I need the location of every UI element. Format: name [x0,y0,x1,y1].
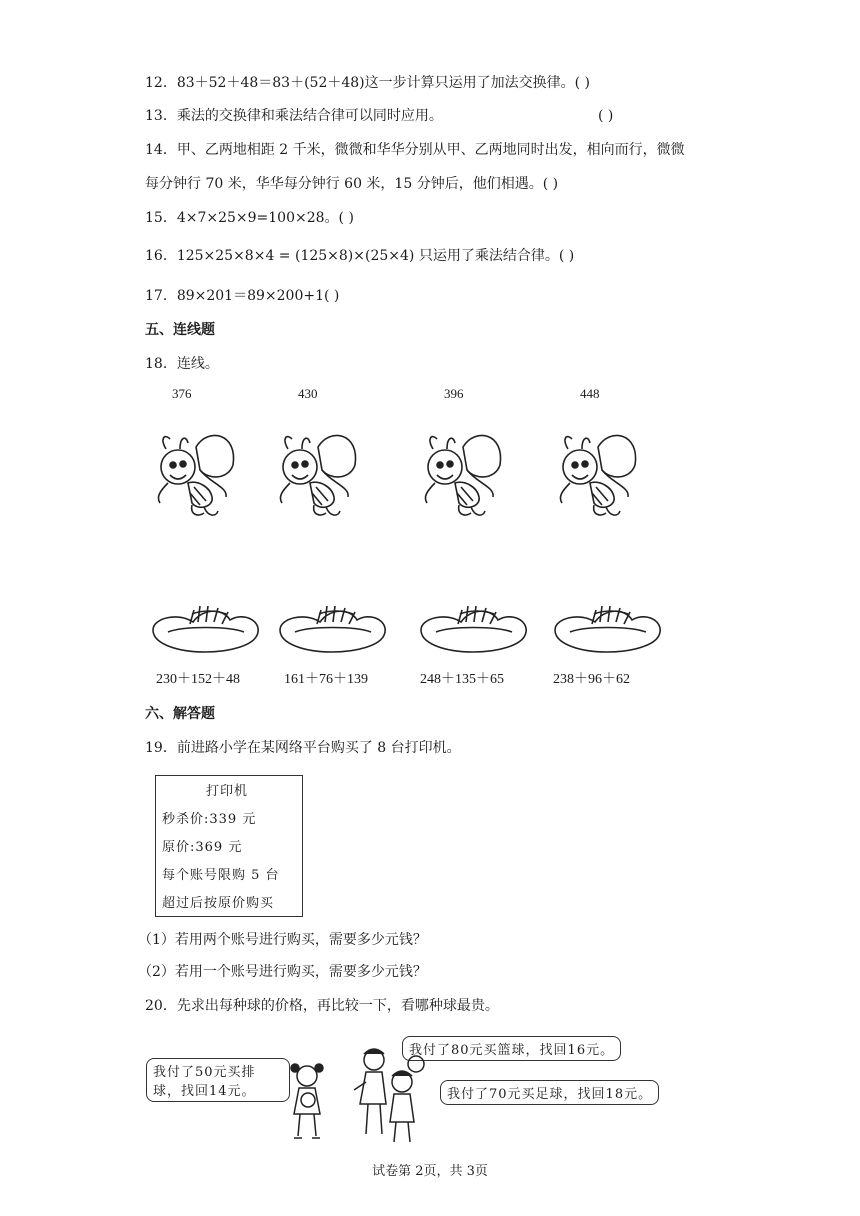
sign-title: 打印机 [206,784,249,799]
sign-flash-price: 秒杀价:339 元 [162,812,257,827]
flower-illustration-1 [148,600,263,655]
bubble-volleyball-line-1: 我付了50元买排 [153,1065,256,1080]
question-19-part-2: （2）若用一个账号进行购买，需要多少元钱？ [138,964,427,980]
bee-illustration-4 [550,425,645,525]
question-12: 12．83＋52＋48＝83＋(52＋48)这一步计算只运用了加法交换律。( ) [145,75,590,91]
question-19: 19．前进路小学在某网络平台购买了 8 台打印机。 [145,740,461,756]
bubble-football-text: 我付了70元买足球，找回18元。 [447,1087,653,1102]
flower-illustration-3 [416,600,531,655]
question-20: 20．先求出每种球的价格，再比较一下，看哪种球最贵。 [145,998,499,1014]
bubble-volleyball-line-2: 球，找回14元。 [153,1084,256,1099]
flower-expression-4: 238＋96＋62 [553,672,630,687]
question-18: 18．连线。 [145,356,219,372]
speech-bubble-football [440,1080,659,1105]
question-14-line-2: 每分钟行 70 米，华华每分钟行 60 米，15 分钟后，他们相遇。( ) [145,176,559,192]
bee-illustration-2 [270,425,365,525]
question-14-line-1: 14．甲、乙两地相距 2 千米，微微和华华分别从甲、乙两地同时出发，相向而行，微微 [145,142,685,158]
printer-price-sign [155,775,303,917]
question-17: 17．89×201＝89×200+1( ) [145,288,340,304]
bee-illustration-1 [148,425,243,525]
question-16: 16．125×25×8×4 = (125×8)×(25×4) 只运用了乘法结合律。( ) [145,248,575,264]
flower-illustration-4 [550,600,665,655]
flower-illustration-2 [275,600,390,655]
sign-original-price: 原价:369 元 [162,840,243,855]
section-6-title: 六、解答题 [145,706,215,722]
section-5-title: 五、连线题 [145,322,215,338]
sign-purchase-limit: 每个账号限购 5 台 [162,868,280,883]
question-19-part-1: （1）若用两个账号进行购买，需要多少元钱？ [138,932,427,948]
bee-illustration-3 [415,425,510,525]
flower-expression-2: 161＋76＋139 [284,672,368,687]
boys-illustration [352,1042,432,1146]
bee-number-2: 430 [298,386,318,401]
bee-number-3: 396 [444,386,464,401]
page-footer: 试卷第 2页，共 3页 [372,1164,488,1179]
sign-over-limit-rule: 超过后按原价购买 [162,896,275,911]
question-13: 13．乘法的交换律和乘法结合律可以同时应用。 [145,108,443,124]
flower-expression-3: 248＋135＋65 [420,672,504,687]
bubble-basketball-text: 我付了80元买篮球，找回16元。 [409,1043,615,1058]
girl-with-ball-illustration [282,1062,332,1146]
question-13-answer-paren: ( ) [598,108,614,124]
speech-bubble-basketball [402,1036,621,1061]
bee-number-4: 448 [580,386,600,401]
question-15: 15．4×7×25×9=100×28。( ) [145,210,354,226]
speech-bubble-volleyball [146,1058,290,1102]
flower-expression-1: 230＋152＋48 [156,672,240,687]
bee-number-1: 376 [172,386,192,401]
